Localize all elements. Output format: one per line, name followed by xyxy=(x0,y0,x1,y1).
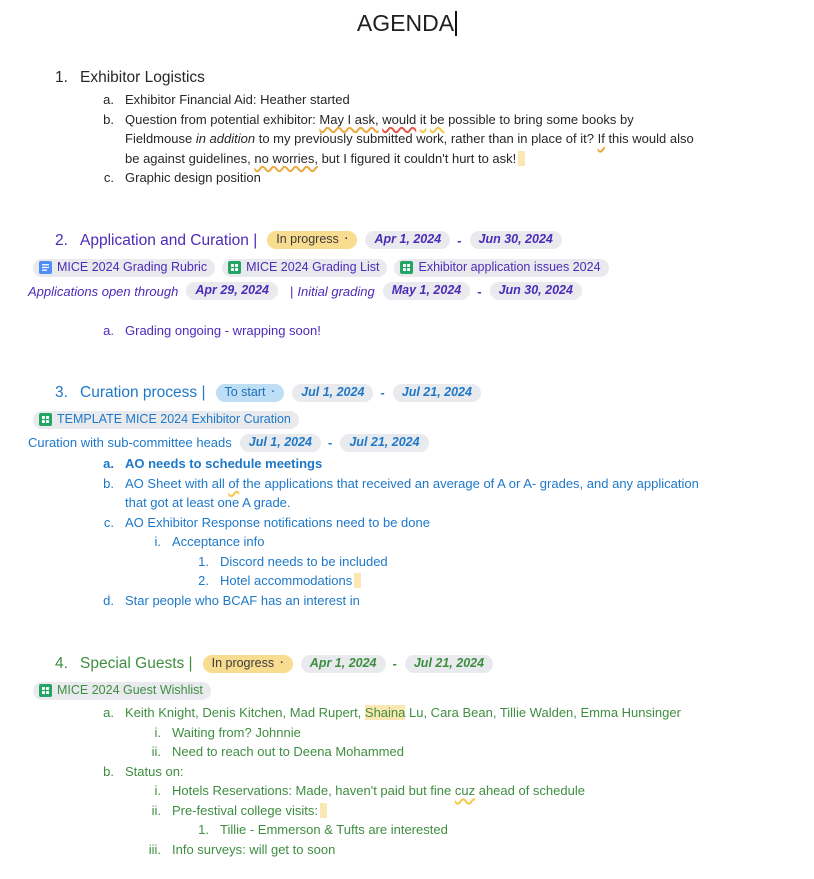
date-chip[interactable]: Jun 30, 2024 xyxy=(490,282,582,300)
list-marker: i. xyxy=(154,783,161,798)
link-chip-label: TEMPLATE MICE 2024 Exhibitor Curation xyxy=(57,411,291,426)
date-chip[interactable]: May 1, 2024 xyxy=(383,282,471,300)
text-segment: AO Sheet with all xyxy=(125,475,229,491)
date-chip[interactable]: Apr 1, 2024 xyxy=(301,655,386,673)
date-range-dash: - xyxy=(477,283,482,299)
list-item-text xyxy=(125,703,681,723)
text-segment: the applications that received an average of A or A- grades, and any application that got at least one A grade. xyxy=(125,475,699,510)
text-segment: Question from potential exhibitor: xyxy=(125,111,320,127)
list-marker: 1. xyxy=(198,822,209,837)
list-item xyxy=(0,801,814,821)
section-4-link-chips xyxy=(0,681,814,700)
text-segment: this would also be against guidelines, xyxy=(125,131,694,166)
meta-text: Curation with sub-committee heads xyxy=(28,435,232,450)
list-item xyxy=(0,840,814,860)
list-item-text: Info surveys: will get to soon xyxy=(172,841,336,857)
docs-icon xyxy=(39,261,52,274)
sheets-icon xyxy=(39,413,52,426)
list-item-text: Discord needs to be included xyxy=(220,553,388,569)
link-chip-label: Exhibitor application issues 2024 xyxy=(418,260,601,274)
section-4-number: 4. xyxy=(55,655,68,672)
title-row xyxy=(0,8,814,38)
list-marker: a. xyxy=(103,92,114,107)
date-chip[interactable]: Jul 1, 2024 xyxy=(292,384,373,402)
italic-text: in addition xyxy=(195,131,256,146)
date-chip[interactable]: Jul 1, 2024 xyxy=(240,434,321,452)
list-item-text: Star people who BCAF has an interest in xyxy=(125,592,360,608)
list-item xyxy=(0,552,814,572)
highlight-mark xyxy=(518,151,525,166)
date-chip[interactable]: Apr 29, 2024 xyxy=(186,282,278,300)
link-chip-grading-list[interactable] xyxy=(222,259,387,277)
section-4-heading: Special Guests | xyxy=(80,655,193,672)
suggestion-underlined-text: May I ask, xyxy=(319,111,379,127)
list-item-text: Exhibitor Financial Aid: Heather started xyxy=(125,92,350,107)
sheets-icon xyxy=(228,261,241,274)
text-segment: Lu, Cara Bean, Tillie Walden, Emma Hunsinger xyxy=(405,705,681,720)
list-item xyxy=(0,571,814,591)
list-marker: b. xyxy=(103,763,114,779)
link-chip-guest-wishlist[interactable] xyxy=(33,682,211,700)
section-3-heading: Curation process | xyxy=(80,384,206,401)
link-chip-label: MICE 2024 Grading Rubric xyxy=(57,260,208,274)
highlighted-text: Shaina xyxy=(364,705,406,720)
list-item xyxy=(0,703,814,723)
section-3-meta-row xyxy=(0,433,814,452)
link-chip-label: MICE 2024 Guest Wishlist xyxy=(57,682,203,697)
list-marker: b. xyxy=(103,475,114,491)
date-chip[interactable]: Apr 1, 2024 xyxy=(365,231,450,249)
list-item-text: AO needs to schedule meetings xyxy=(125,456,323,471)
text-cursor xyxy=(455,11,457,36)
list-item xyxy=(0,591,814,611)
section-1-heading-row xyxy=(0,67,814,88)
section-2-link-chips xyxy=(0,259,814,278)
list-item xyxy=(0,110,814,169)
list-item xyxy=(0,90,814,110)
section-4-heading-row xyxy=(0,653,814,674)
suggestion-underlined-text: of xyxy=(228,475,240,491)
list-item xyxy=(0,474,814,513)
badge-dropdown-dot-icon: · xyxy=(271,385,276,398)
list-item xyxy=(0,781,814,801)
section-2-number: 2. xyxy=(55,231,68,249)
text-segment: ahead of schedule xyxy=(475,783,585,798)
section-3-link-chips xyxy=(0,410,814,429)
list-item xyxy=(0,168,814,188)
section-1-number: 1. xyxy=(55,69,68,86)
highlight-mark xyxy=(354,573,361,588)
text-segment: Pre-festival college visits: xyxy=(172,802,318,818)
list-item-text: Grading ongoing - wrapping soon! xyxy=(125,322,321,338)
list-marker: 1. xyxy=(198,553,209,569)
list-item-text xyxy=(220,571,361,591)
suggestion-underlined-text: it xyxy=(419,111,427,127)
highlight-mark xyxy=(320,803,327,818)
list-marker: a. xyxy=(103,705,114,720)
list-item xyxy=(0,820,814,840)
section-2-meta-row xyxy=(0,282,814,301)
list-marker: ii. xyxy=(151,802,161,818)
text-segment: to my previously submitted work, rather than in place of it? xyxy=(255,131,598,146)
section-3-number: 3. xyxy=(55,384,68,401)
meta-text: Initial grading xyxy=(297,283,375,299)
list-marker: i. xyxy=(154,534,161,549)
list-item-text: Tillie - Emmerson & Tufts are interested xyxy=(220,822,448,837)
list-item xyxy=(0,532,814,552)
link-chip-grading-rubric[interactable] xyxy=(33,259,215,277)
sheets-icon xyxy=(39,684,52,697)
list-marker: a. xyxy=(103,322,114,338)
list-marker: i. xyxy=(154,724,161,740)
list-marker: a. xyxy=(103,456,114,471)
badge-dropdown-dot-icon: · xyxy=(344,233,349,245)
list-item-text: Waiting from? Johnnie xyxy=(172,724,301,740)
text-segment: Hotel accommodations xyxy=(220,573,353,588)
list-item xyxy=(0,513,814,533)
suggestion-underlined-text: If xyxy=(597,131,605,146)
list-item xyxy=(0,742,814,762)
status-badge-label: In progress xyxy=(276,232,339,246)
list-item-text xyxy=(125,474,700,513)
sheets-icon xyxy=(400,261,413,274)
list-marker: 2. xyxy=(198,573,209,588)
link-chip-label: MICE 2024 Grading List xyxy=(246,260,380,274)
status-badge-to-start[interactable] xyxy=(216,384,285,402)
list-item-text: Graphic design position xyxy=(125,170,261,185)
suggestion-underlined-text: be xyxy=(429,111,445,127)
meta-separator: | xyxy=(290,283,294,299)
list-marker: b. xyxy=(103,111,114,127)
status-badge-in-progress[interactable] xyxy=(267,231,357,249)
list-item-text: Need to reach out to Deena Mohammed xyxy=(172,744,404,759)
suggestion-underlined-text: cuz xyxy=(454,783,476,798)
status-badge-label: To start xyxy=(224,384,266,399)
date-chip[interactable]: Jul 21, 2024 xyxy=(393,384,481,402)
section-2-heading: Application and Curation | xyxy=(80,231,258,249)
list-item-text: Status on: xyxy=(125,763,184,779)
date-chip[interactable]: Jul 21, 2024 xyxy=(405,655,493,673)
link-chip-exhibitor-curation-template[interactable] xyxy=(33,411,299,429)
list-marker: c. xyxy=(103,514,114,530)
section-2-heading-row xyxy=(0,230,814,251)
status-badge-label: In progress xyxy=(211,655,275,670)
list-item-text xyxy=(125,110,700,169)
list-item-text xyxy=(172,781,585,801)
text-segment: possible to bring some books by Fieldmouse xyxy=(125,111,634,146)
list-item xyxy=(0,723,814,743)
list-item xyxy=(0,321,814,341)
document-title: AGENDA xyxy=(356,10,455,36)
spelling-underlined-text: would xyxy=(382,111,417,127)
list-marker: iii. xyxy=(148,841,161,857)
badge-dropdown-dot-icon: · xyxy=(280,656,284,669)
date-range-dash: - xyxy=(328,435,333,450)
section-3-heading-row xyxy=(0,382,814,403)
list-item xyxy=(0,762,814,782)
date-range-dash: - xyxy=(380,385,385,400)
date-chip[interactable]: Jul 21, 2024 xyxy=(340,434,428,452)
list-marker: d. xyxy=(103,592,114,608)
list-marker: ii. xyxy=(151,744,161,759)
text-segment: Keith Knight, Denis Kitchen, Mad Rupert, xyxy=(125,705,365,720)
suggestion-underlined-text: no worries, xyxy=(254,150,318,166)
text-segment: Hotels Reservations: Made, haven't paid but fine xyxy=(172,783,455,798)
list-item-text xyxy=(172,801,327,821)
status-badge-in-progress[interactable] xyxy=(203,655,293,673)
date-range-dash: - xyxy=(457,232,462,248)
text-segment: but I figured it couldn't hurt to ask! xyxy=(317,150,517,166)
section-1-heading: Exhibitor Logistics xyxy=(80,69,205,86)
link-chip-application-issues[interactable] xyxy=(394,259,608,277)
meta-text: Applications open through xyxy=(28,283,179,299)
date-range-dash: - xyxy=(392,656,397,671)
date-chip[interactable]: Jun 30, 2024 xyxy=(470,231,562,249)
list-marker: c. xyxy=(103,170,114,185)
list-item-text: AO Exhibitor Response notifications need to be done xyxy=(125,514,430,530)
list-item-text: Acceptance info xyxy=(172,534,265,549)
list-item xyxy=(0,454,814,474)
